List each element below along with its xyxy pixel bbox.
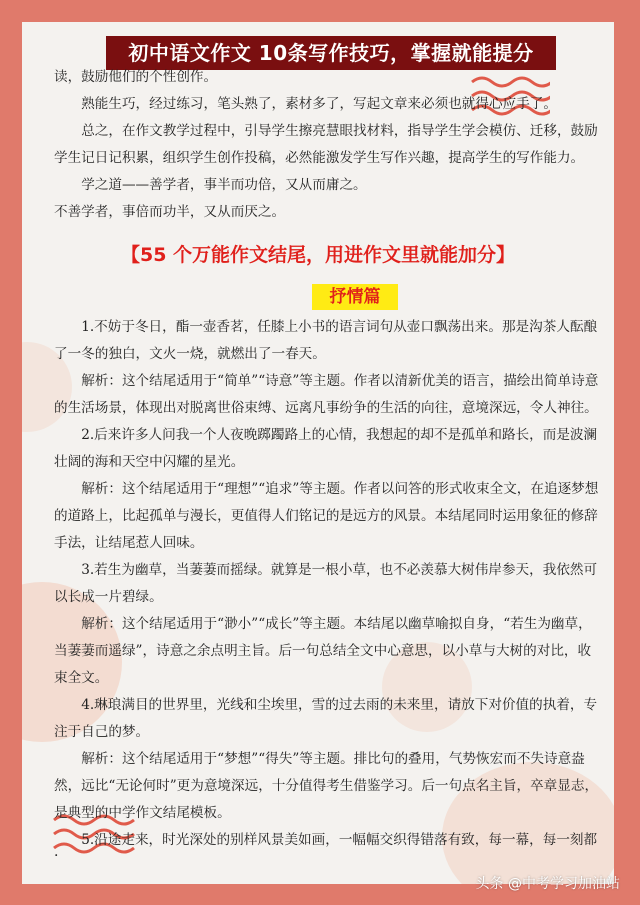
intro-paragraph: 读，鼓励他们的个性创作。 [54, 69, 218, 85]
example-paragraph: 5.沿途走来，时光深处的别样风景美如画，一幅幅交织得错落有致，每一幕，每一刻都 [81, 832, 598, 848]
category-label: 抒情篇 [312, 284, 398, 310]
intro-paragraph: 不善学者，事倍而功半，又从而厌之。 [54, 204, 286, 220]
analysis-paragraph: 解析：这个结尾适用于“简单”“诗意”等主题。作者以清新优美的语言，描绘出简单诗意的生活场景，体现出对脱离世俗束缚、远离凡事纷争的生活的向往，意境深远，令人神往。 [54, 373, 599, 416]
page-title: 初中语文作文 10条写作技巧，掌握就能提分 [106, 36, 556, 70]
example-paragraph: 1.不妨于冬日，酯一壶香茗，任膝上小书的语言词句从壶口飘荡出来。那是沟茶人酝酿了一冬的独白，文火一烧，就燃出了一春天。 [54, 319, 598, 362]
example-paragraph: 4.琳琅满目的世界里，光线和尘埃里，雪的过去雨的未来里，请放下对价值的执着，专注于自己的梦。 [54, 697, 598, 740]
analysis-paragraph: 解析：这个结尾适用于“渺小”“成长”等主题。本结尾以幽草喻拟自身，“若生为幽草，当萋萋而遥绿”，诗意之余点明主旨。后一句总结全文中心意思，以小草与大树的对比，收束全文。 [54, 616, 592, 686]
example-paragraph: 3.若生为幽草，当萋萋而摇绿。就算是一根小草，也不必羡慕大树伟岸参天，我依然可以长成一片碧绿。 [54, 562, 598, 605]
example-paragraph: 2.后来许多人问我一个人夜晚踯躅路上的心情，我想起的却不是孤单和路长，而是波澜壮阔的海和天空中闪耀的星光。 [54, 427, 598, 470]
paper-sheet [22, 22, 614, 884]
intro-paragraph: 总之，在作文教学过程中，引导学生擦亮慧眼找材料，指导学生学会模仿、迁移，鼓励学生记日记积累，组织学生创作投稿，必然能激发学生写作兴趣，提高学生的写作能力。 [54, 123, 598, 166]
trailing-dot: · [54, 848, 59, 864]
watermark: 头条 @中考学习加油站 [475, 876, 620, 892]
analysis-paragraph: 解析：这个结尾适用于“理想”“追求”等主题。作者以问答的形式收束全文，在追逐梦想的道路上，比起孤单与漫长，更值得人们铭记的是远方的风景。本结尾同时运用象征的修辞手法，让结尾惹人回味。 [54, 481, 599, 551]
intro-paragraph: 熟能生巧，经过练习，笔头熟了，素材多了，写起文章来必须也就得心应手了。 [81, 96, 557, 112]
intro-paragraph: 学之道——善学者，事半而功倍，又从而庸之。 [81, 177, 367, 193]
section-title: 【55 个万能作文结尾，用进作文里就能加分】 [120, 244, 516, 266]
article-body [54, 314, 604, 854]
intro-text [54, 64, 604, 226]
analysis-paragraph: 解析：这个结尾适用于“梦想”“得失”等主题。排比句的叠用，气势恢宏而不失诗意盎然，远比“无论何时”更为意境深远，十分值得考生借鉴学习。后一句点名主旨，卒章显志，是典型的中学作文结尾模板。 [54, 751, 599, 821]
